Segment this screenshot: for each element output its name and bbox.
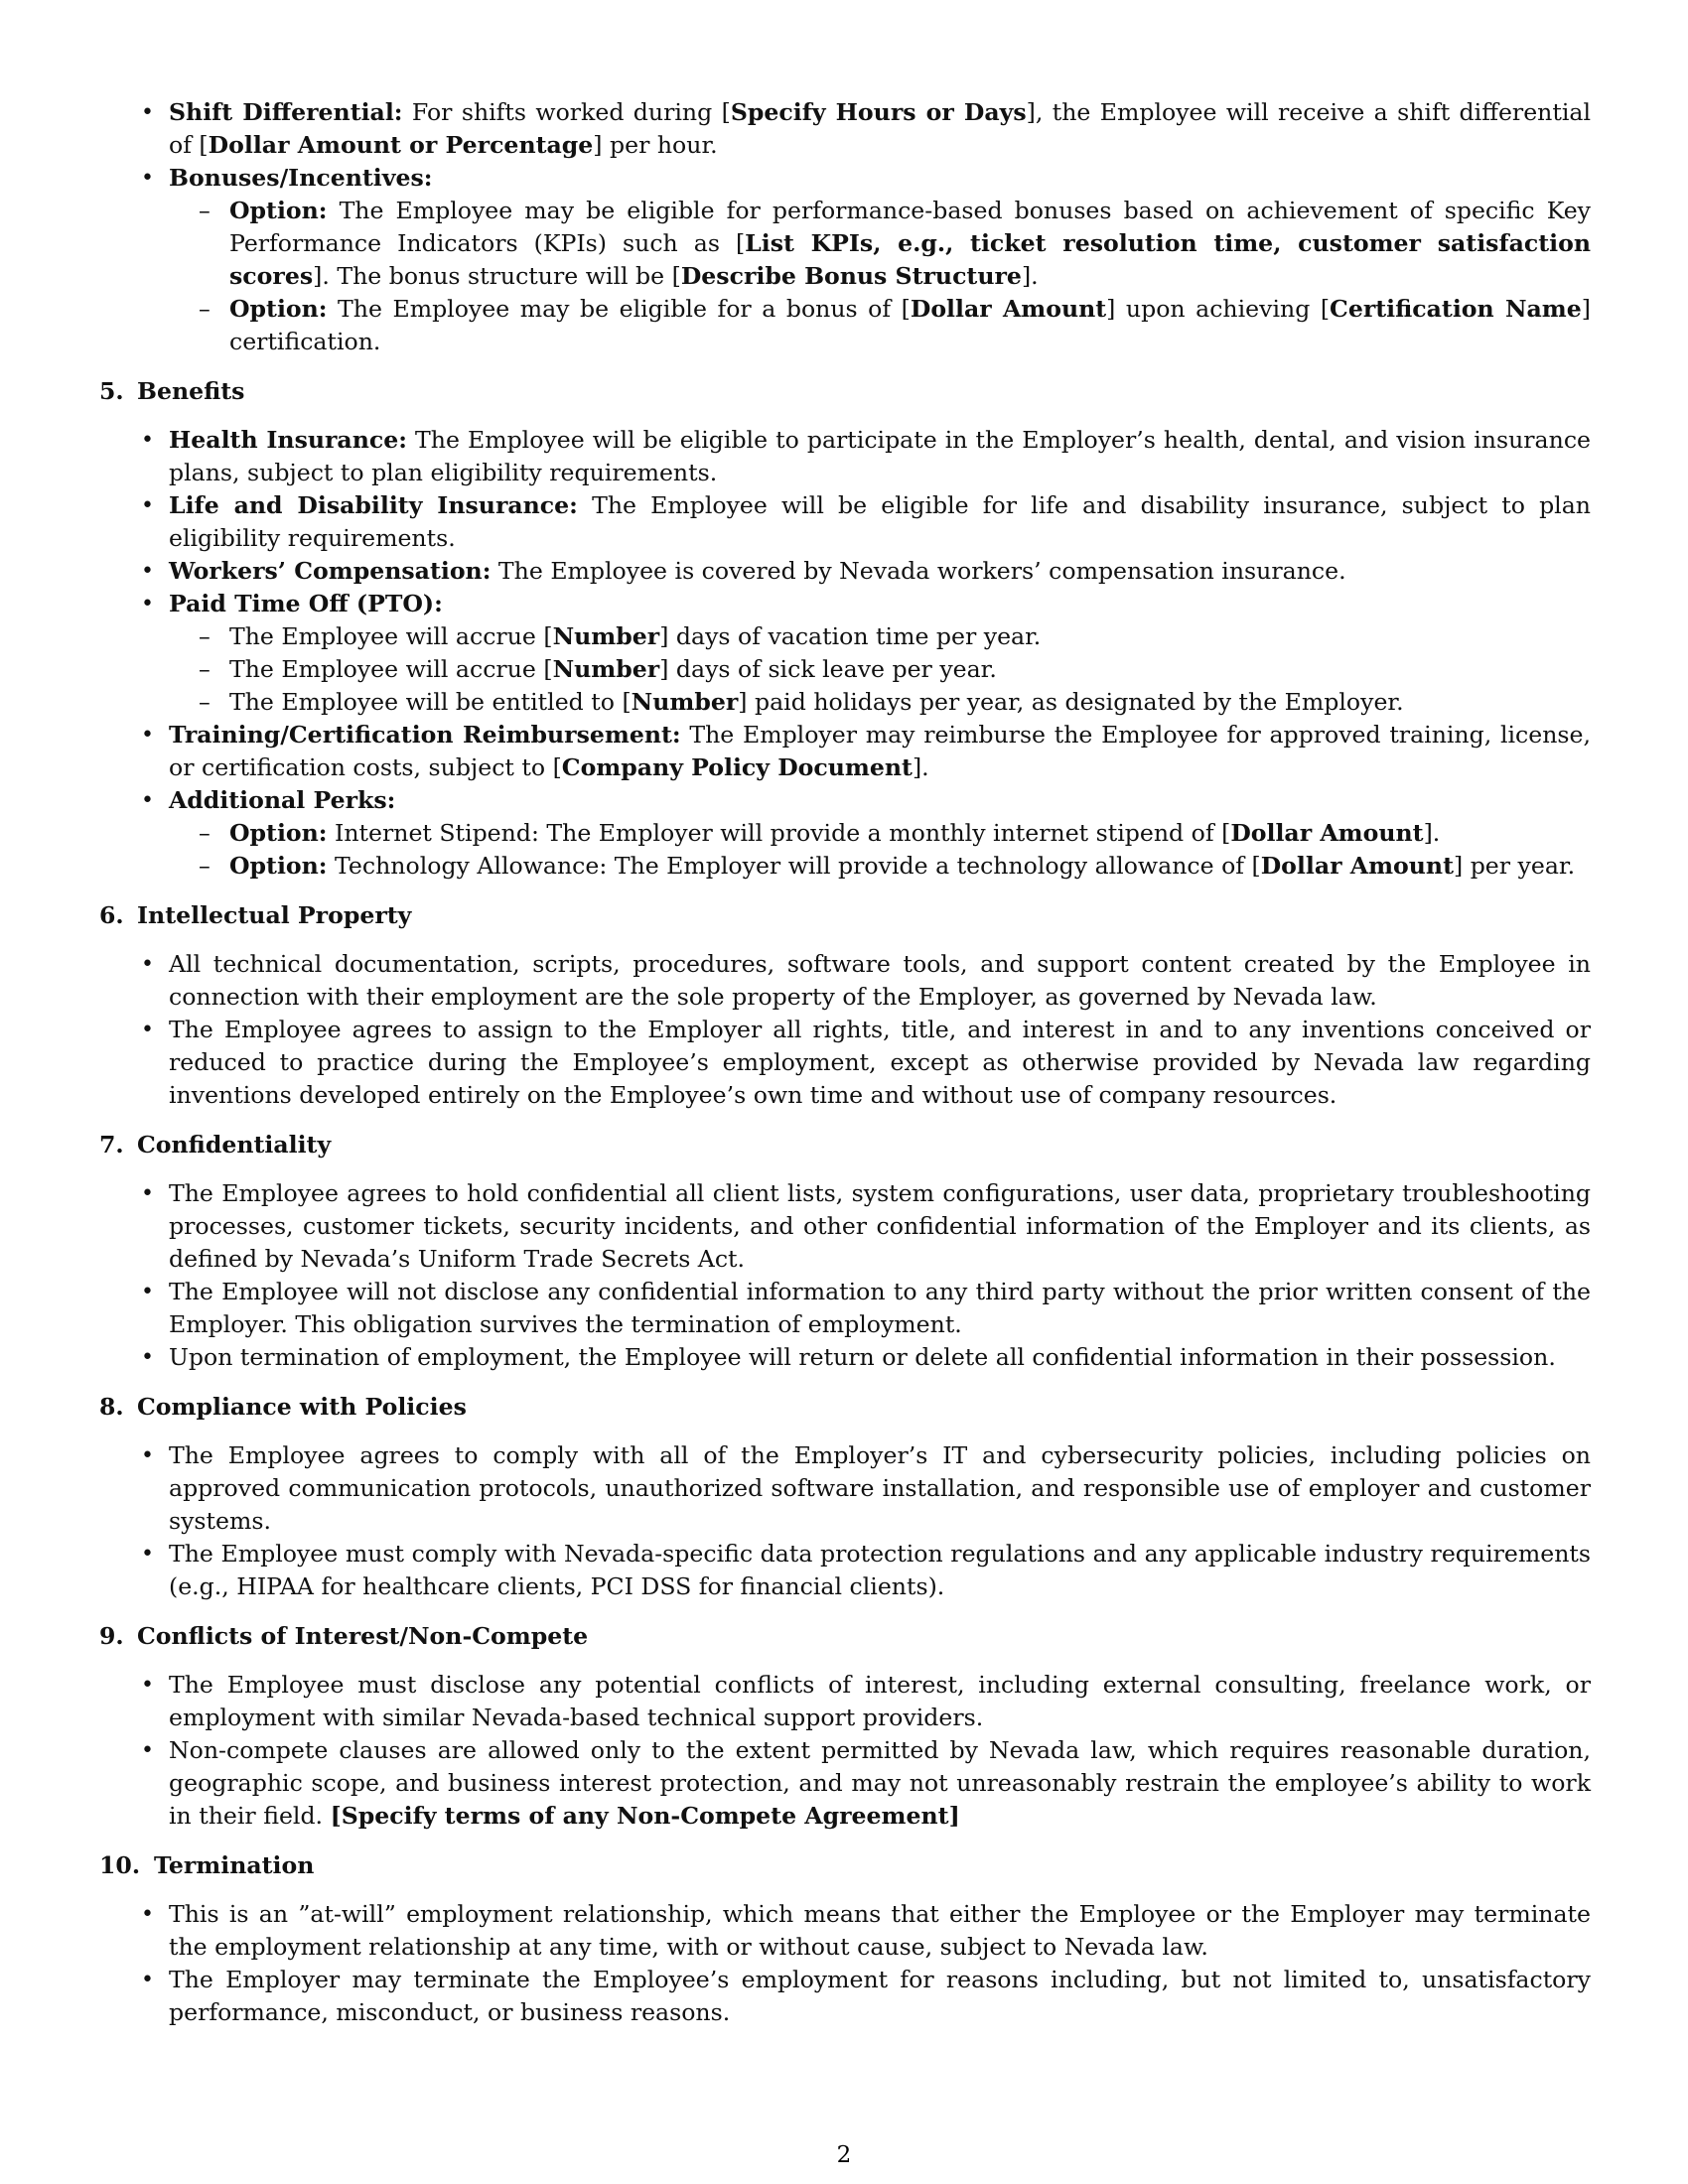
list-item: • The Employee must comply with Nevada-specific data protection regulations and any applicable industry requirements (e.g., HIPAA for healthcare clients, PCI DSS for financial clients). [99,1538,1591,1603]
list-item: • The Employee agrees to comply with all of the Employer’s IT and cybersecurity policies, including policies on approved communication protocols, unauthorized software installation, and responsible use of employer and customer systems. [99,1439,1591,1538]
list-item: • The Employee must disclose any potential conflicts of interest, including external consulting, freelance work, or employment with similar Nevada-based technical support providers. [99,1669,1591,1734]
conflicts-list [99,1669,1591,1833]
list-item: • Additional Perks: – Option: Internet Stipend: The Employer will provide a monthly internet stipend of [Dollar Amount]. – Option: Technology Allowance: The Employer will provide a technology allowance of [Dollar Amount] per year. [99,784,1591,883]
list-item: • The Employee agrees to hold confidential all client lists, system configurations, user data, proprietary troubleshooting processes, customer tickets, security incidents, and other confidential information of the Employer and its clients, as defined by Nevada’s Uniform Trade Secrets Act. [99,1177,1591,1276]
list-item: • The Employer may terminate the Employee’s employment for reasons including, but not limited to, unsatisfactory performance, misconduct, or business reasons. [99,1964,1591,2029]
list-item: • Paid Time Off (PTO): – The Employee will accrue [Number] days of vacation time per year. – The Employee will accrue [Number] days of sick leave per year. – The Employee will be entitled to [Number] paid holidays per year, as designated by the Employer. [99,588,1591,719]
list-item: • Health Insurance: The Employee will be eligible to participate in the Employer’s health, dental, and vision insurance plans, subject to plan eligibility requirements. [99,424,1591,489]
list-item: – The Employee will be entitled to [Number] paid holidays per year, as designated by the Employer. [99,686,1591,719]
list-item: • Life and Disability Insurance: The Employee will be eligible for life and disability insurance, subject to plan eligibility requirements. [99,489,1591,555]
list-item: • Training/Certification Reimbursement: The Employer may reimburse the Employee for approved training, license, or certification costs, subject to [Company Policy Document]. [99,719,1591,784]
document-page [99,96,1591,2029]
page-number: 2 [836,2142,852,2168]
benefits-list [99,424,1591,883]
list-item: • Upon termination of employment, the Employee will return or delete all confidential information in their possession. [99,1341,1591,1374]
list-item: – Option: Internet Stipend: The Employer will provide a monthly internet stipend of [Dollar Amount]. [99,817,1591,850]
list-item: • Bonuses/Incentives: – Option: The Employee may be eligible for performance-based bonuses based on achievement of specific Key Performance Indicators (KPIs) such as [List KPIs, e.g., ticket resolution time, customer satisfaction scores]. The bonus structure will be [Describe Bonus Structure]. – Option: The Employee may be eligible for a bonus of [Dollar Amount] upon achieving [Certification Name] certification. [99,162,1591,358]
list-item: • The Employee will not disclose any confidential information to any third party without the prior written consent of the Employer. This obligation survives the termination of employment. [99,1276,1591,1341]
list-item: • This is an ”at-will” employment relationship, which means that either the Employee or the Employer may terminate the employment relationship at any time, with or without cause, subject to Nevada law. [99,1898,1591,1964]
confidentiality-list [99,1177,1591,1374]
pto-list [99,620,1591,719]
section-heading-confidentiality: 7. Confidentiality [99,1131,332,1159]
list-item: • All technical documentation, scripts, procedures, software tools, and support content created by the Employee in connection with their employment are the sole property of the Employer, as governed by Nevada law. [99,948,1591,1014]
list-item: • The Employee agrees to assign to the Employer all rights, title, and interest in and to any inventions conceived or reduced to practice during the Employee’s employment, except as otherwise provided by Nevada law regarding inventions developed entirely on the Employee’s own time and without use of company resources. [99,1014,1591,1112]
list-item: – Option: The Employee may be eligible for performance-based bonuses based on achievement of specific Key Performance Indicators (KPIs) such as [List KPIs, e.g., ticket resolution time, customer satisfaction scores]. The bonus structure will be [Describe Bonus Structure]. [99,195,1591,293]
list-item: – The Employee will accrue [Number] days of sick leave per year. [99,653,1591,686]
compliance-list [99,1439,1591,1603]
termination-list [99,1898,1591,2029]
list-item: • Non-compete clauses are allowed only to the extent permitted by Nevada law, which requires reasonable duration, geographic scope, and business interest protection, and may not unreasonably restrain the employee’s ability to work in their field. [Specify terms of any Non-Compete Agreement] [99,1734,1591,1833]
list-item: • Workers’ Compensation: The Employee is covered by Nevada workers’ compensation insurance. [99,555,1591,588]
section-heading-termination: 10. Termination [99,1851,315,1879]
section-heading-benefits: 5. Benefits [99,377,245,405]
section-heading-intellectual-property: 6. Intellectual Property [99,901,412,929]
list-item: • Shift Differential: For shifts worked during [Specify Hours or Days], the Employee will receive a shift differential of [Dollar Amount or Percentage] per hour. [99,96,1591,162]
list-item: – The Employee will accrue [Number] days of vacation time per year. [99,620,1591,653]
perks-list [99,817,1591,883]
section-heading-compliance: 8. Compliance with Policies [99,1393,467,1421]
list-item: – Option: Technology Allowance: The Employer will provide a technology allowance of [Dollar Amount] per year. [99,850,1591,883]
bonus-options-list [99,195,1591,358]
intellectual-property-list [99,948,1591,1112]
list-item: – Option: The Employee may be eligible for a bonus of [Dollar Amount] upon achieving [Certification Name] certification. [99,293,1591,358]
section-heading-conflicts: 9. Conflicts of Interest/Non-Compete [99,1622,589,1650]
compensation-continued-list [99,96,1591,358]
